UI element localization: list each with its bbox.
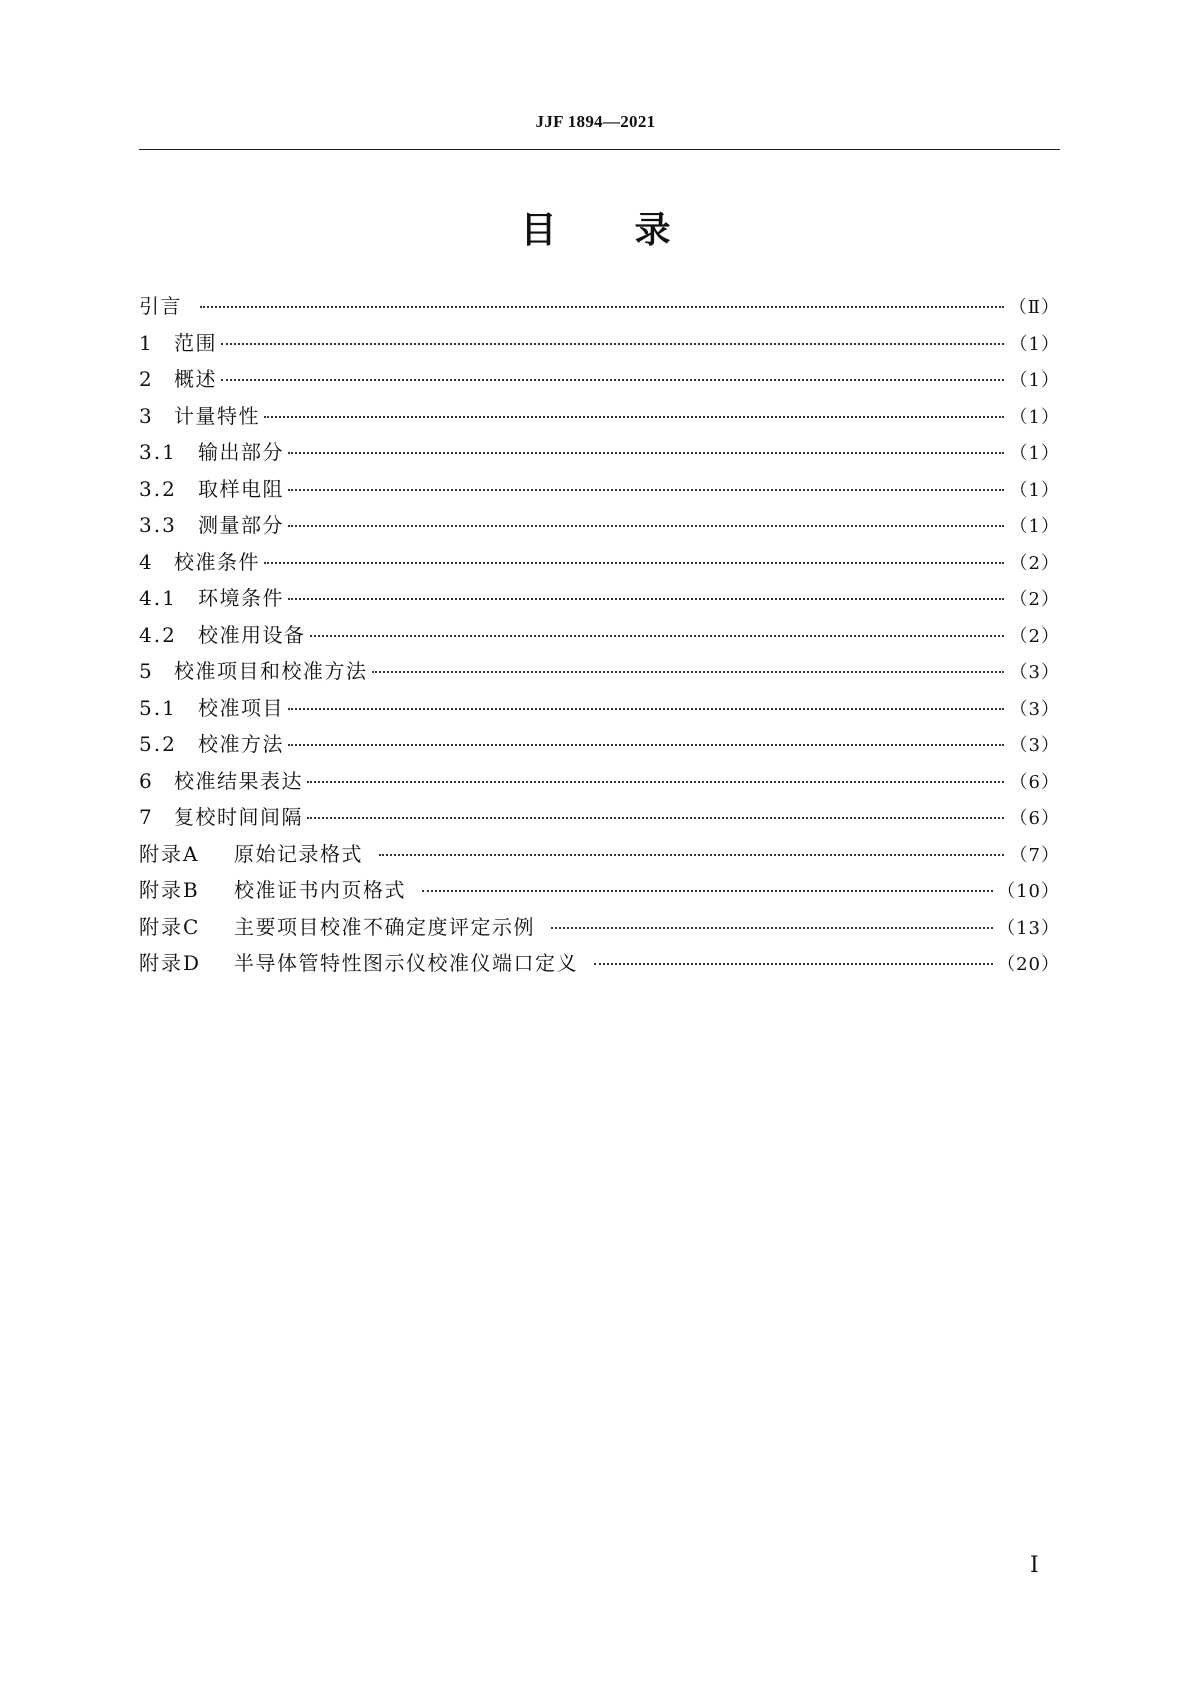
toc-entry-label: 引言: [139, 294, 182, 318]
toc-leader-dots: [307, 817, 1004, 819]
toc-entry-page: （6）: [1009, 771, 1060, 793]
toc-leader-dots: [288, 598, 1004, 600]
toc-leader-dots: [221, 343, 1004, 345]
toc-entry-page: （13）: [997, 917, 1060, 939]
toc-entry-5-2[interactable]: [139, 728, 1060, 765]
toc-entry-5[interactable]: [139, 655, 1060, 692]
toc-entry-label: 复校时间间隔: [174, 805, 303, 829]
toc-entry-number: 5: [139, 659, 154, 683]
toc-entry-label: 原始记录格式: [234, 841, 363, 866]
toc-entry-7[interactable]: [139, 801, 1060, 838]
toc-entry-appendix-d[interactable]: [139, 947, 1060, 984]
toc-entry-number: 4: [139, 549, 154, 574]
toc-entry-number: 附录D: [139, 951, 202, 975]
toc-entry-4[interactable]: [139, 546, 1060, 583]
toc-entry-2[interactable]: [139, 363, 1060, 400]
header-divider: [139, 149, 1060, 150]
toc-entry-label: 校准用设备: [198, 622, 306, 647]
toc-entry-number: 3: [139, 403, 154, 428]
toc-entry-number: 附录C: [139, 914, 201, 939]
toc-entry-label: 校准项目和校准方法: [174, 659, 368, 683]
toc-entry-6[interactable]: [139, 765, 1060, 802]
toc-entry-number: 3.3: [139, 513, 177, 537]
toc-entry-3-1[interactable]: [139, 436, 1060, 473]
toc-entry-3-3[interactable]: [139, 509, 1060, 546]
toc-entry-label: 校准证书内页格式: [234, 878, 406, 902]
toc-entry-page: （20）: [997, 954, 1060, 975]
toc-entry-number: 5.2: [139, 732, 177, 756]
toc-entry-number: 6: [139, 768, 154, 793]
toc-entry-label: 主要项目校准不确定度评定示例: [234, 914, 535, 939]
toc-entry-label: 概述: [174, 367, 217, 391]
toc-entry-label: 计量特性: [174, 403, 260, 428]
toc-entry-number: 4.1: [139, 586, 177, 610]
table-of-contents: [139, 290, 1060, 984]
toc-entry-label: 校准项目: [198, 695, 284, 720]
toc-leader-dots: [288, 744, 1004, 746]
toc-entry-page: （1）: [1009, 443, 1060, 464]
toc-entry-label: 输出部分: [198, 440, 284, 464]
toc-leader-dots: [221, 379, 1004, 381]
toc-entry-number: 附录B: [139, 878, 200, 902]
toc-entry-number: 5.1: [139, 695, 177, 720]
toc-entry-page: （2）: [1009, 552, 1060, 574]
toc-entry-page: （1）: [1009, 406, 1060, 428]
toc-leader-dots: [264, 562, 1004, 564]
toc-entry-number: 1: [139, 330, 154, 355]
toc-entry-number: 3.1: [139, 440, 177, 464]
toc-entry-4-1[interactable]: [139, 582, 1060, 619]
document-code-header: JJF 1894—2021: [535, 112, 656, 131]
toc-entry-page: （Ⅱ）: [1008, 297, 1060, 318]
toc-leader-dots: [594, 963, 993, 965]
toc-leader-dots: [310, 635, 1005, 637]
toc-entry-label: 校准方法: [198, 732, 284, 756]
toc-entry-3[interactable]: [139, 400, 1060, 437]
toc-entry-label: 测量部分: [198, 513, 284, 537]
page-number: Ⅰ: [1030, 1552, 1039, 1577]
toc-entry-number: 附录A: [139, 841, 200, 866]
toc-entry-page: （3）: [1009, 735, 1060, 756]
toc-entry-page: （6）: [1009, 808, 1060, 829]
toc-entry-1[interactable]: [139, 327, 1060, 364]
toc-entry-page: （2）: [1009, 589, 1060, 610]
toc-entry-page: （1）: [1009, 370, 1060, 391]
toc-entry-appendix-a[interactable]: [139, 838, 1060, 875]
toc-entry-label: 环境条件: [198, 586, 284, 610]
page-title: 目录: [520, 210, 749, 251]
toc-entry-page: （1）: [1009, 333, 1060, 355]
toc-entry-label: 取样电阻: [198, 476, 284, 501]
toc-entry-appendix-b[interactable]: [139, 874, 1060, 911]
toc-entry-appendix-c[interactable]: [139, 911, 1060, 948]
toc-entry-page: （1）: [1009, 516, 1060, 537]
toc-leader-dots: [372, 671, 1005, 673]
toc-entry-page: （2）: [1009, 625, 1060, 647]
toc-entry-number: 4.2: [139, 622, 177, 647]
toc-entry-page: （3）: [1009, 662, 1060, 683]
toc-entry-label: 校准结果表达: [174, 768, 303, 793]
toc-entry-intro[interactable]: [139, 290, 1060, 327]
toc-entry-number: 7: [139, 805, 154, 829]
toc-entry-page: （3）: [1009, 698, 1060, 720]
toc-leader-dots: [288, 708, 1004, 710]
toc-leader-dots: [288, 525, 1004, 527]
toc-entry-label: 校准条件: [174, 549, 260, 574]
toc-leader-dots: [288, 452, 1004, 454]
toc-entry-4-2[interactable]: [139, 619, 1060, 656]
toc-leader-dots: [307, 781, 1004, 783]
toc-entry-5-1[interactable]: [139, 692, 1060, 729]
toc-leader-dots: [288, 489, 1004, 491]
toc-entry-page: （1）: [1009, 479, 1060, 501]
toc-entry-label: 半导体管特性图示仪校准仪端口定义: [234, 951, 578, 975]
toc-entry-number: 3.2: [139, 476, 177, 501]
toc-entry-label: 范围: [174, 330, 217, 355]
toc-leader-dots: [379, 854, 1004, 856]
toc-leader-dots: [264, 416, 1004, 418]
toc-leader-dots: [200, 306, 1004, 308]
toc-entry-number: 2: [139, 367, 154, 391]
toc-leader-dots: [551, 927, 993, 929]
toc-entry-3-2[interactable]: [139, 473, 1060, 510]
toc-entry-page: （7）: [1009, 844, 1060, 866]
toc-leader-dots: [422, 890, 993, 892]
toc-entry-page: （10）: [997, 881, 1060, 902]
